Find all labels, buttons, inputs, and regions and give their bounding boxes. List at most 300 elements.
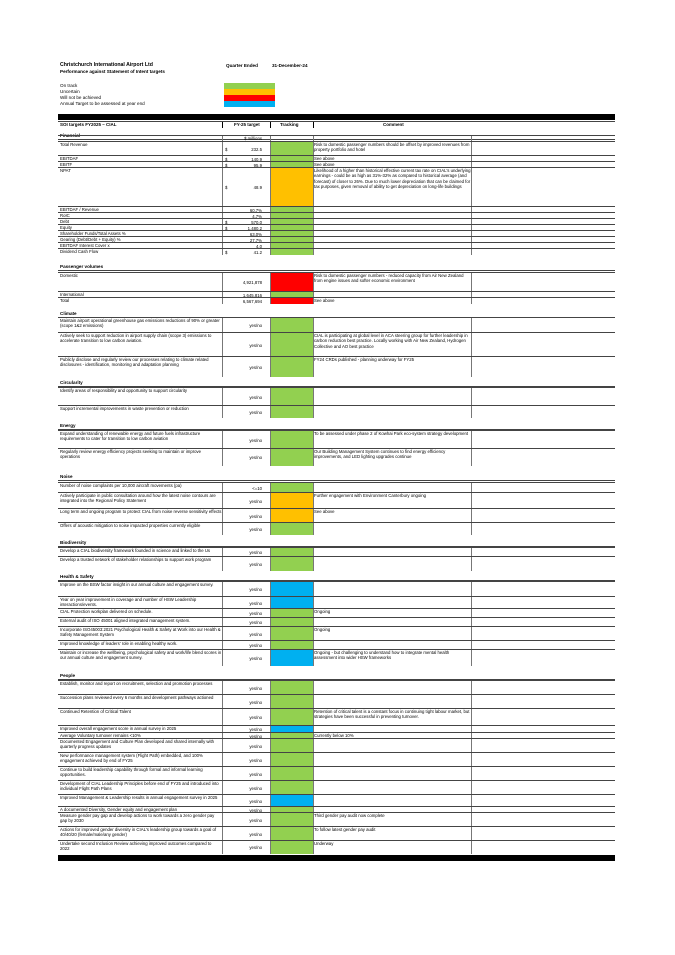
target-value: yes/no	[249, 631, 262, 637]
column-divider	[471, 695, 472, 709]
target-value: yes/no	[249, 785, 262, 791]
target-value: 60.7%	[249, 207, 262, 213]
table-row	[58, 694, 615, 709]
table-row	[58, 708, 615, 726]
target-description: Actively seek to support reduction in airport supply chain (scope 3) emissions to accelerate transition to low carbon aviation.	[60, 333, 212, 344]
column-divider	[270, 523, 271, 535]
tracking-status-cell	[270, 781, 313, 795]
column-target: FY-25 target	[234, 122, 260, 127]
target-description: Maintain airport operational greenhouse gas emissions reductions of 90% or greater (scope 1&2 emissions)	[60, 318, 220, 329]
column-divider	[270, 357, 271, 377]
column-divider	[222, 298, 223, 304]
column-divider	[471, 681, 472, 695]
column-divider	[471, 357, 472, 377]
comment-text: See above	[314, 162, 335, 167]
target-value: 48.9	[253, 185, 262, 190]
column-divider	[313, 168, 314, 207]
currency-symbol: $	[225, 146, 228, 152]
column-divider	[270, 318, 271, 333]
tracking-status-cell	[270, 709, 313, 726]
comment-text: Risk to domestic passenger numbers should be offset by improved revenues from property portfolio and hotel	[314, 142, 470, 153]
target-description: NPAT	[60, 168, 71, 173]
target-value: yes/no	[249, 845, 262, 850]
table-row	[58, 812, 615, 827]
target-description: International	[60, 292, 84, 297]
target-value: yes/no	[249, 561, 262, 567]
tracking-status-cell	[270, 493, 313, 509]
target-value: yes/no	[249, 757, 262, 763]
target-description: Continued Retention of Critical Talent	[60, 709, 131, 714]
column-divider	[313, 357, 314, 377]
target-description: Improved Management & Leadership results in annual engagement survey in 2025	[60, 795, 218, 800]
target-value: yes/no	[249, 685, 262, 691]
tracking-status-cell	[270, 168, 313, 207]
column-divider	[313, 739, 314, 753]
column-divider	[270, 142, 271, 156]
column-divider	[270, 273, 271, 292]
column-divider	[313, 650, 314, 666]
tracking-status-cell	[270, 318, 313, 333]
section-title: Financial	[60, 133, 80, 138]
tracking-status-cell	[270, 449, 313, 466]
column-divider	[313, 431, 314, 449]
table-row	[58, 430, 615, 449]
target-description: Succession plans reviewed every 6 months and development pathways actioned	[60, 695, 214, 700]
column-divider	[471, 449, 472, 466]
column-divider	[471, 523, 472, 535]
column-divider	[222, 827, 223, 841]
table-row	[58, 317, 615, 333]
column-divider	[270, 650, 271, 666]
tracking-status-cell	[270, 767, 313, 781]
legend-label: Uncertain	[60, 89, 80, 95]
target-value: yes/no	[249, 798, 262, 804]
quarter-value: 31-December-24	[272, 63, 308, 68]
target-description: Gearing (Debt/Debt + Equity) %	[60, 237, 121, 242]
target-value: yes/no	[249, 817, 262, 823]
column-divider	[222, 509, 223, 523]
currency-symbol: $	[225, 219, 228, 225]
column-divider	[270, 493, 271, 509]
tracking-status-cell	[270, 357, 313, 377]
target-description: Undertake second Inclusion Review achieving improved outcomes compared to 2022	[60, 841, 212, 852]
section-title: Passenger volumes	[60, 264, 104, 269]
column-divider	[471, 813, 472, 827]
column-divider	[222, 168, 223, 207]
table-row	[58, 522, 615, 535]
column-divider	[222, 449, 223, 466]
column-divider	[222, 523, 223, 535]
report-subtitle: Performance against Statement of Intent targets	[60, 69, 165, 74]
target-description: Regularly review energy efficiency projects seeking to maintain or improve operations	[60, 449, 202, 460]
tracking-status-cell	[270, 695, 313, 709]
target-value: 6,567,694	[242, 298, 262, 304]
column-divider	[222, 318, 223, 333]
target-value: 95.9	[253, 162, 262, 168]
target-value: 4.7%	[252, 213, 262, 219]
column-divider	[222, 249, 223, 255]
comment-text: Ongoing	[314, 627, 331, 632]
column-divider	[471, 431, 472, 449]
table-row	[58, 356, 615, 377]
comment-text: Third gender pay audit now complete	[314, 813, 385, 818]
column-divider	[222, 681, 223, 695]
target-description: Documented Engagement and Culture Plan developed and shared internally with quarterly progress updates	[60, 739, 215, 750]
column-divider	[270, 298, 271, 304]
target-value: yes/no	[249, 498, 262, 504]
target-value: yes/no	[249, 437, 262, 443]
comment-text: See above	[314, 298, 335, 303]
table-row	[58, 297, 615, 304]
target-description: Develop a CIAL biodiversity framework founded in science and linked to the Us	[60, 548, 211, 553]
column-divider	[471, 406, 472, 418]
section-title: Health & Safety	[60, 574, 94, 579]
target-description: Average Voluntary turnover remains <10%	[60, 733, 141, 738]
column-divider	[313, 695, 314, 709]
target-description: Maintain or increase the wellbeing, psychological safety and work/life blend scores in our annual culture and engagement survey.	[60, 650, 222, 661]
target-value: yes/no	[249, 807, 262, 813]
column-divider	[270, 388, 271, 406]
target-description: Actions for improved gender diversity in CIAL's leadership group towards a goal of 40/40/20 (female/male/any gender)	[60, 827, 217, 838]
target-value: yes/no	[249, 611, 262, 616]
org-title: Christchurch International Airport Ltd	[60, 62, 153, 68]
column-divider	[313, 142, 314, 156]
target-description: Year on year improvement in coverage and number of HSW Leadership interactions/events.	[60, 597, 197, 608]
target-description: Continue to build leadership capability through formal and informal learning opportunities.	[60, 767, 203, 778]
legend-label: Annual Target to be assessed at year end	[60, 101, 145, 107]
target-description: Dividend Cash Flow	[60, 249, 99, 254]
currency-symbol: $	[225, 225, 228, 231]
section-title: Biodiversity	[60, 540, 87, 545]
table-row	[58, 272, 615, 292]
column-divider	[222, 582, 223, 597]
tracking-status-cell	[270, 431, 313, 449]
section-title: Noise	[60, 474, 73, 479]
tracking-status-cell	[270, 557, 313, 571]
tracking-status-cell	[270, 650, 313, 666]
tracking-status-cell	[270, 298, 313, 304]
column-divider	[270, 557, 271, 571]
column-divider	[313, 273, 314, 292]
column-divider	[471, 739, 472, 753]
comment-text: Currently below 10%	[314, 733, 354, 738]
table-row	[58, 780, 615, 795]
target-value: yes/no	[249, 771, 262, 777]
tracking-status-cell	[270, 333, 313, 357]
table-row	[58, 508, 615, 523]
section-title: Energy	[60, 423, 76, 428]
column-divider	[270, 449, 271, 466]
comment-text: Further engagement with Environment Canterbury ongoing	[314, 493, 427, 498]
column-divider	[313, 406, 314, 418]
column-divider	[313, 781, 314, 795]
column-divider	[270, 431, 271, 449]
column-divider	[222, 406, 223, 418]
target-value: <=10	[252, 485, 262, 491]
table-row	[58, 248, 615, 255]
column-divider	[222, 695, 223, 709]
target-description: New performance management system (Flight Path) embedded, and 100% engagement achieved by end of FY25	[60, 753, 203, 764]
target-value: yes/no	[249, 643, 262, 648]
column-divider	[222, 557, 223, 571]
column-divider	[270, 168, 271, 207]
column-tracking: Tracking	[280, 122, 299, 127]
table-row	[58, 141, 615, 156]
target-value: yes/no	[249, 733, 262, 739]
table-row	[58, 826, 615, 841]
table-row	[58, 766, 615, 781]
column-divider	[471, 249, 472, 255]
comment-text: To be assessed under phase 2 of Kowhai Park eco-system strategy development	[314, 431, 469, 436]
target-description: Long term and ongoing program to protect CIAL from noise reverse sensitivity effects	[60, 509, 222, 514]
table-row	[58, 448, 615, 466]
column-divider	[471, 781, 472, 795]
column-divider	[471, 273, 472, 292]
target-value: yes/no	[249, 715, 262, 720]
comment-text: Our Building Management System continues to find energy efficiency improvements, and LED lighting upgrades continue	[314, 449, 446, 460]
target-value: 4,921,878	[242, 280, 262, 285]
section-heading-row	[58, 540, 615, 547]
target-value: yes/no	[249, 655, 262, 661]
tracking-status-cell	[270, 388, 313, 406]
target-description: Number of noise complaints per 10,000 aircraft movements (pa)	[60, 483, 182, 488]
table-row	[58, 167, 615, 207]
column-divider	[222, 813, 223, 827]
target-description: Identify areas of responsibility and opportunity to support circularity	[60, 388, 188, 393]
column-divider	[270, 841, 271, 854]
column-divider	[270, 827, 271, 841]
column-divider	[313, 767, 314, 781]
table-row	[58, 738, 615, 753]
table-row	[58, 581, 615, 597]
target-description: Support incremental improvements in waste prevention or reduction	[60, 406, 189, 411]
column-divider	[471, 650, 472, 666]
section-title: Climate	[60, 311, 77, 316]
target-value: yes/no	[249, 526, 262, 532]
column-title: SOI targets FY2025 – CIAL	[60, 122, 117, 127]
section-heading-row	[58, 673, 615, 680]
target-description: Improved knowledge of leaders' role in enabling healthy work.	[60, 641, 178, 646]
column-divider	[471, 753, 472, 767]
table-row	[58, 752, 615, 767]
column-divider	[222, 493, 223, 509]
target-value: yes/no	[249, 600, 262, 606]
comment-text: Ongoing	[314, 609, 331, 614]
target-value: yes/no	[249, 587, 262, 592]
target-value: $ millions	[244, 136, 262, 141]
comment-text: Underway	[314, 841, 334, 846]
column-divider	[222, 431, 223, 449]
bottom-divider-bar	[58, 855, 615, 861]
table-row	[58, 492, 615, 509]
section-title: People	[60, 673, 76, 678]
currency-symbol: $	[225, 156, 228, 162]
section-title: Circularity	[60, 380, 83, 385]
target-value: yes/no	[249, 550, 262, 555]
column-divider	[270, 813, 271, 827]
column-divider	[313, 753, 314, 767]
target-description: CIAL Protection workplan delivered on schedule.	[60, 609, 153, 614]
section-heading-row	[58, 264, 615, 271]
column-divider	[222, 273, 223, 292]
column-divider	[471, 827, 472, 841]
target-description: A documented Diversity, Gender equity and engagement plan	[60, 807, 177, 812]
target-description: Offers of acoustic mitigation to noise impacted properties currently eligible	[60, 523, 201, 528]
column-divider	[471, 582, 472, 597]
tracking-status-cell	[270, 813, 313, 827]
target-value: 570.0	[251, 219, 262, 225]
column-divider	[313, 627, 314, 641]
comment-text: CIAL is participating at global level in ACA steering group for further leadership in carbon reduction best practice. Locally working with Air New Zealand, Hydrogen Collective and AO best practice	[314, 333, 468, 349]
column-divider	[270, 695, 271, 709]
column-divider	[313, 298, 314, 304]
target-value: 232.5	[251, 146, 262, 152]
column-divider	[222, 767, 223, 781]
column-divider	[313, 249, 314, 255]
column-divider	[313, 333, 314, 357]
comment-text: Likelihood of a higher than historical effective current tax rate on CIAL's underlying earnings - could be as high as 31%-32% as compared to historical average (and forecast) of closer to 26%. Due to much lower depreciation that can be claimed for tax purposes, given removal of ability to get depreciation on long-life buildings	[314, 168, 471, 190]
target-description: Total Revenue	[60, 142, 88, 147]
target-value: 4.0	[256, 243, 262, 249]
comment-text: See above	[314, 156, 335, 161]
column-divider	[313, 493, 314, 509]
target-value: yes/no	[249, 323, 262, 328]
target-description: Development of CIAL Leadership Principles before end of FY25 and introduced into individual Flight Path Plans	[60, 781, 219, 792]
legend-label: On track	[60, 83, 78, 88]
column-divider	[222, 650, 223, 666]
column-divider	[471, 298, 472, 304]
target-description: External audit of ISO 45001 aligned integrated management system.	[60, 618, 191, 623]
column-divider	[313, 582, 314, 597]
column-divider	[471, 493, 472, 509]
column-divider	[313, 827, 314, 841]
table-row	[58, 680, 615, 695]
column-divider	[313, 841, 314, 854]
column-comment: Comment	[383, 122, 404, 127]
target-value: 1,645,816	[242, 292, 262, 298]
target-value: yes/no	[249, 513, 262, 519]
target-value: yes/no	[249, 831, 262, 837]
comment-text: Ongoing - but challenging to understand how to integrate mental health assessment into wider HSW frameworks	[314, 650, 450, 661]
target-value: 27.7%	[249, 237, 262, 243]
target-value: yes/no	[249, 342, 262, 348]
target-description: Expand understanding of renewable energy and future fuels infrastructure requirements to cater for transition to low carbon aviation	[60, 431, 201, 442]
tracking-status-cell	[270, 273, 313, 292]
column-divider	[471, 841, 472, 854]
column-divider	[471, 168, 472, 207]
target-description: Total	[60, 298, 70, 303]
column-divider	[270, 753, 271, 767]
tracking-status-cell	[270, 582, 313, 597]
target-value: yes/no	[249, 455, 262, 460]
target-description: EBITDAF Interest Cover x	[60, 243, 110, 248]
target-value: yes/no	[249, 699, 262, 705]
comment-text: Risk to domestic passenger numbers - reduced capacity from Air New Zealand from engine issues and softer economic environment	[314, 273, 464, 284]
target-description: Establish, monitor and report on recruitment, selection and promotion processes	[60, 681, 213, 686]
tracking-status-cell	[270, 142, 313, 156]
target-value: yes/no	[249, 394, 262, 400]
target-description: EBITDAF	[60, 156, 79, 161]
column-divider	[222, 841, 223, 854]
column-divider	[222, 739, 223, 753]
target-description: Measure gender pay gap and develop actions to work towards a zero gender pay gap by 2030	[60, 813, 215, 824]
column-divider	[313, 681, 314, 695]
target-description: EBITF	[60, 162, 73, 167]
column-divider	[270, 333, 271, 357]
table-row	[58, 626, 615, 641]
tracking-status-cell	[270, 627, 313, 641]
tracking-status-cell	[270, 753, 313, 767]
column-divider	[222, 753, 223, 767]
column-divider	[270, 627, 271, 641]
column-divider	[270, 767, 271, 781]
table-row	[58, 840, 615, 854]
tracking-status-cell	[270, 406, 313, 418]
legend-label: Will not be achieved	[60, 95, 102, 101]
column-divider	[471, 333, 472, 357]
section-heading-row	[58, 474, 615, 481]
column-divider	[313, 449, 314, 466]
table-row	[58, 332, 615, 357]
comment-text: To follow latest gender pay audit	[314, 827, 376, 832]
currency-symbol: $	[225, 185, 228, 190]
table-row	[58, 649, 615, 666]
tracking-status-cell	[270, 841, 313, 854]
currency-symbol: $	[225, 162, 228, 168]
comment-text: See above	[314, 509, 335, 514]
column-divider	[471, 142, 472, 156]
table-row	[58, 387, 615, 406]
target-value: 1,480.2	[247, 225, 262, 231]
column-divider	[471, 557, 472, 571]
table-row	[58, 405, 615, 418]
target-description: Improve on the BSW factor insight in our annual culture and engagement survey.	[60, 582, 214, 587]
column-divider	[270, 582, 271, 597]
target-description: EBITDAF / Revenue	[60, 207, 99, 212]
column-divider	[313, 509, 314, 523]
column-divider	[270, 709, 271, 726]
target-description: Domestic	[60, 273, 78, 278]
column-divider	[222, 357, 223, 377]
target-value: yes/no	[249, 409, 262, 415]
column-divider	[313, 557, 314, 571]
target-description: Develop a trusted network of stakeholder relationships to support work program	[60, 557, 212, 562]
column-divider	[471, 709, 472, 726]
column-divider	[471, 318, 472, 333]
quarter-label: Quarter Ended	[226, 63, 258, 68]
comment-text: Retention of critical talent is a constant focus in continuing tight labour market, but strategies have been successful in preventing turnover.	[314, 709, 470, 720]
column-divider	[222, 709, 223, 726]
column-divider	[471, 509, 472, 523]
target-description: Shareholder Funds/Total Assets %	[60, 231, 126, 236]
column-divider	[222, 781, 223, 795]
target-description: Improved overall engagement score in annual survey in 2025	[60, 726, 177, 731]
comment-text: FY24 CRDs published - planning underway for FY25	[314, 357, 415, 362]
section-heading-row	[58, 423, 615, 430]
column-divider	[222, 627, 223, 641]
column-divider	[270, 739, 271, 753]
column-divider	[471, 627, 472, 641]
section-heading-row	[58, 574, 615, 581]
column-divider	[313, 709, 314, 726]
target-description: Actively participate in public consultation around how the latest noise contours are integrated into the Regional Policy Statement	[60, 493, 216, 504]
column-divider	[313, 523, 314, 535]
column-divider	[313, 318, 314, 333]
section-heading-row	[58, 380, 615, 387]
column-divider	[270, 781, 271, 795]
column-divider	[270, 249, 271, 255]
column-divider	[471, 767, 472, 781]
